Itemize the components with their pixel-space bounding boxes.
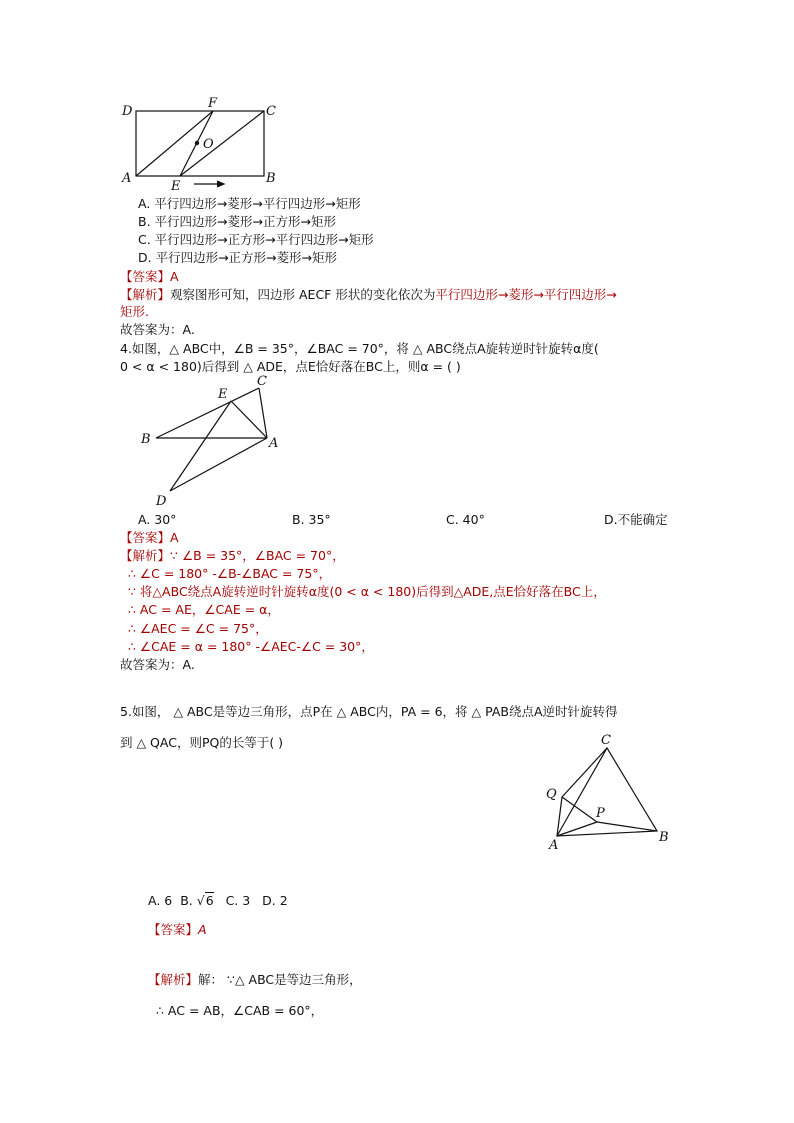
label-b: B <box>266 171 276 186</box>
q4-option-d: D.不能确定 <box>604 512 668 527</box>
figure-equilateral-triangle <box>540 730 680 854</box>
answer-value: A <box>170 269 179 284</box>
answer-label: 【答案】 <box>148 922 199 937</box>
q5-options <box>148 893 288 909</box>
label-p: P <box>596 806 605 821</box>
segment-ec <box>180 111 264 176</box>
segment-ed <box>170 401 231 491</box>
q5-stem-line2: 到 △ QAC，则PQ的长等于( ) <box>120 735 284 750</box>
figure-triangle-rotation <box>136 374 296 514</box>
q3-conclusion: 故答案为：A. <box>120 322 195 337</box>
label-f: F <box>208 96 218 111</box>
answer-label: 【答案】 <box>120 269 171 284</box>
label-e: E <box>218 387 228 402</box>
figure-rectangle-abcd <box>118 96 288 196</box>
analysis-text: ∵ ∠B = 35°，∠BAC = 70°， <box>170 548 345 563</box>
q5-stem-line1: 5.如图， △ ABC是等边三角形，点P在 △ ABC内，PA = 6，将 △ PAB绕点A逆时针旋转得 <box>120 704 618 719</box>
answer-label: 【答案】 <box>120 530 171 545</box>
segment-bc <box>156 388 259 438</box>
q3-analysis-line2: 矩形. <box>120 304 149 319</box>
sqrt-sign: √ <box>196 893 205 908</box>
label-d: D <box>122 104 133 119</box>
analysis-label: 【解析】 <box>120 548 171 563</box>
q3-answer <box>120 269 179 285</box>
q4-analysis-line1 <box>120 548 345 564</box>
q5-answer <box>148 922 207 938</box>
segment-qc <box>562 748 607 797</box>
q5-option-a: A. 6 <box>148 893 173 908</box>
q4-option-c: C. 40° <box>446 512 485 527</box>
rectangle-abcd <box>136 111 264 176</box>
q3-option-a: A. 平行四边形→菱形→平行四边形→矩形 <box>138 196 361 211</box>
label-e: E <box>171 179 181 194</box>
analysis-label: 【解析】 <box>120 287 171 302</box>
q4-option-a: A. 30° <box>138 512 177 527</box>
sqrt-radicand: 6 <box>205 893 214 908</box>
q4-analysis-line3: ∵ 将△ABC绕点A旋转逆时针旋转α度(0 < α < 180)后得到△ADE,点E恰好落在BC上， <box>128 584 606 599</box>
q4-stem-line1: 4.如图，△ ABC中，∠B = 35°，∠BAC = 70°，将 △ ABC绕点A旋转逆时针旋转α度( <box>120 341 599 356</box>
q3-option-d: D. 平行四边形→正方形→菱形→矩形 <box>138 250 337 265</box>
motion-arrow-head <box>217 181 224 187</box>
q5-analysis-line1 <box>148 972 362 988</box>
label-c: C <box>601 733 611 748</box>
q4-option-b: B. 35° <box>292 512 331 527</box>
q4-analysis-line6: ∴ ∠CAE = α = 180° -∠AEC-∠C = 30°， <box>128 639 374 654</box>
analysis-text: 解： ∵△ ABC是等边三角形， <box>198 972 362 987</box>
segment-pb <box>597 822 657 831</box>
q5-analysis-line2: ∴ AC = AB，∠CAB = 60°， <box>156 1003 324 1018</box>
q4-analysis-line2: ∴ ∠C = 180° -∠B-∠BAC = 75°， <box>128 566 332 581</box>
q4-analysis-line4: ∴ AC = AE，∠CAE = α， <box>128 602 280 617</box>
q3-analysis-line1 <box>120 287 617 303</box>
label-a: A <box>269 436 279 451</box>
analysis-text: 观察图形可知，四边形 AECF 形状的变化依次为 <box>170 287 436 302</box>
label-d: D <box>156 494 167 509</box>
segment-ae-f <box>136 111 213 176</box>
q4-answer <box>120 530 179 546</box>
q3-option-b: B. 平行四边形→菱形→正方形→矩形 <box>138 214 336 229</box>
q5-option-c: C. 3 <box>225 893 251 908</box>
label-c: C <box>257 374 267 389</box>
q3-option-c: C. 平行四边形→正方形→平行四边形→矩形 <box>138 232 374 247</box>
q5-option-d: D. 2 <box>262 893 288 908</box>
triangle-abc <box>557 748 657 836</box>
analysis-label: 【解析】 <box>148 972 199 987</box>
label-q: Q <box>546 787 557 802</box>
q4-stem-line2: 0 < α < 180)后得到 △ ADE，点E恰好落在BC上，则α = ( ) <box>120 359 461 374</box>
analysis-highlight: 平行四边形→菱形→平行四边形→ <box>435 287 617 302</box>
label-b: B <box>141 432 151 447</box>
answer-value: A <box>198 922 207 937</box>
label-a: A <box>122 171 132 186</box>
label-b: B <box>659 830 669 845</box>
answer-value: A <box>170 530 179 545</box>
point-o <box>195 141 199 145</box>
segment-da <box>170 438 267 491</box>
segment-aq <box>557 797 562 836</box>
label-a: A <box>549 838 559 853</box>
label-c: C <box>266 104 276 119</box>
q4-analysis-line5: ∴ ∠AEC = ∠C = 75°， <box>128 621 268 636</box>
label-o: O <box>203 137 214 152</box>
q5-option-b: B. <box>180 893 193 908</box>
q4-conclusion: 故答案为：A. <box>120 657 195 672</box>
